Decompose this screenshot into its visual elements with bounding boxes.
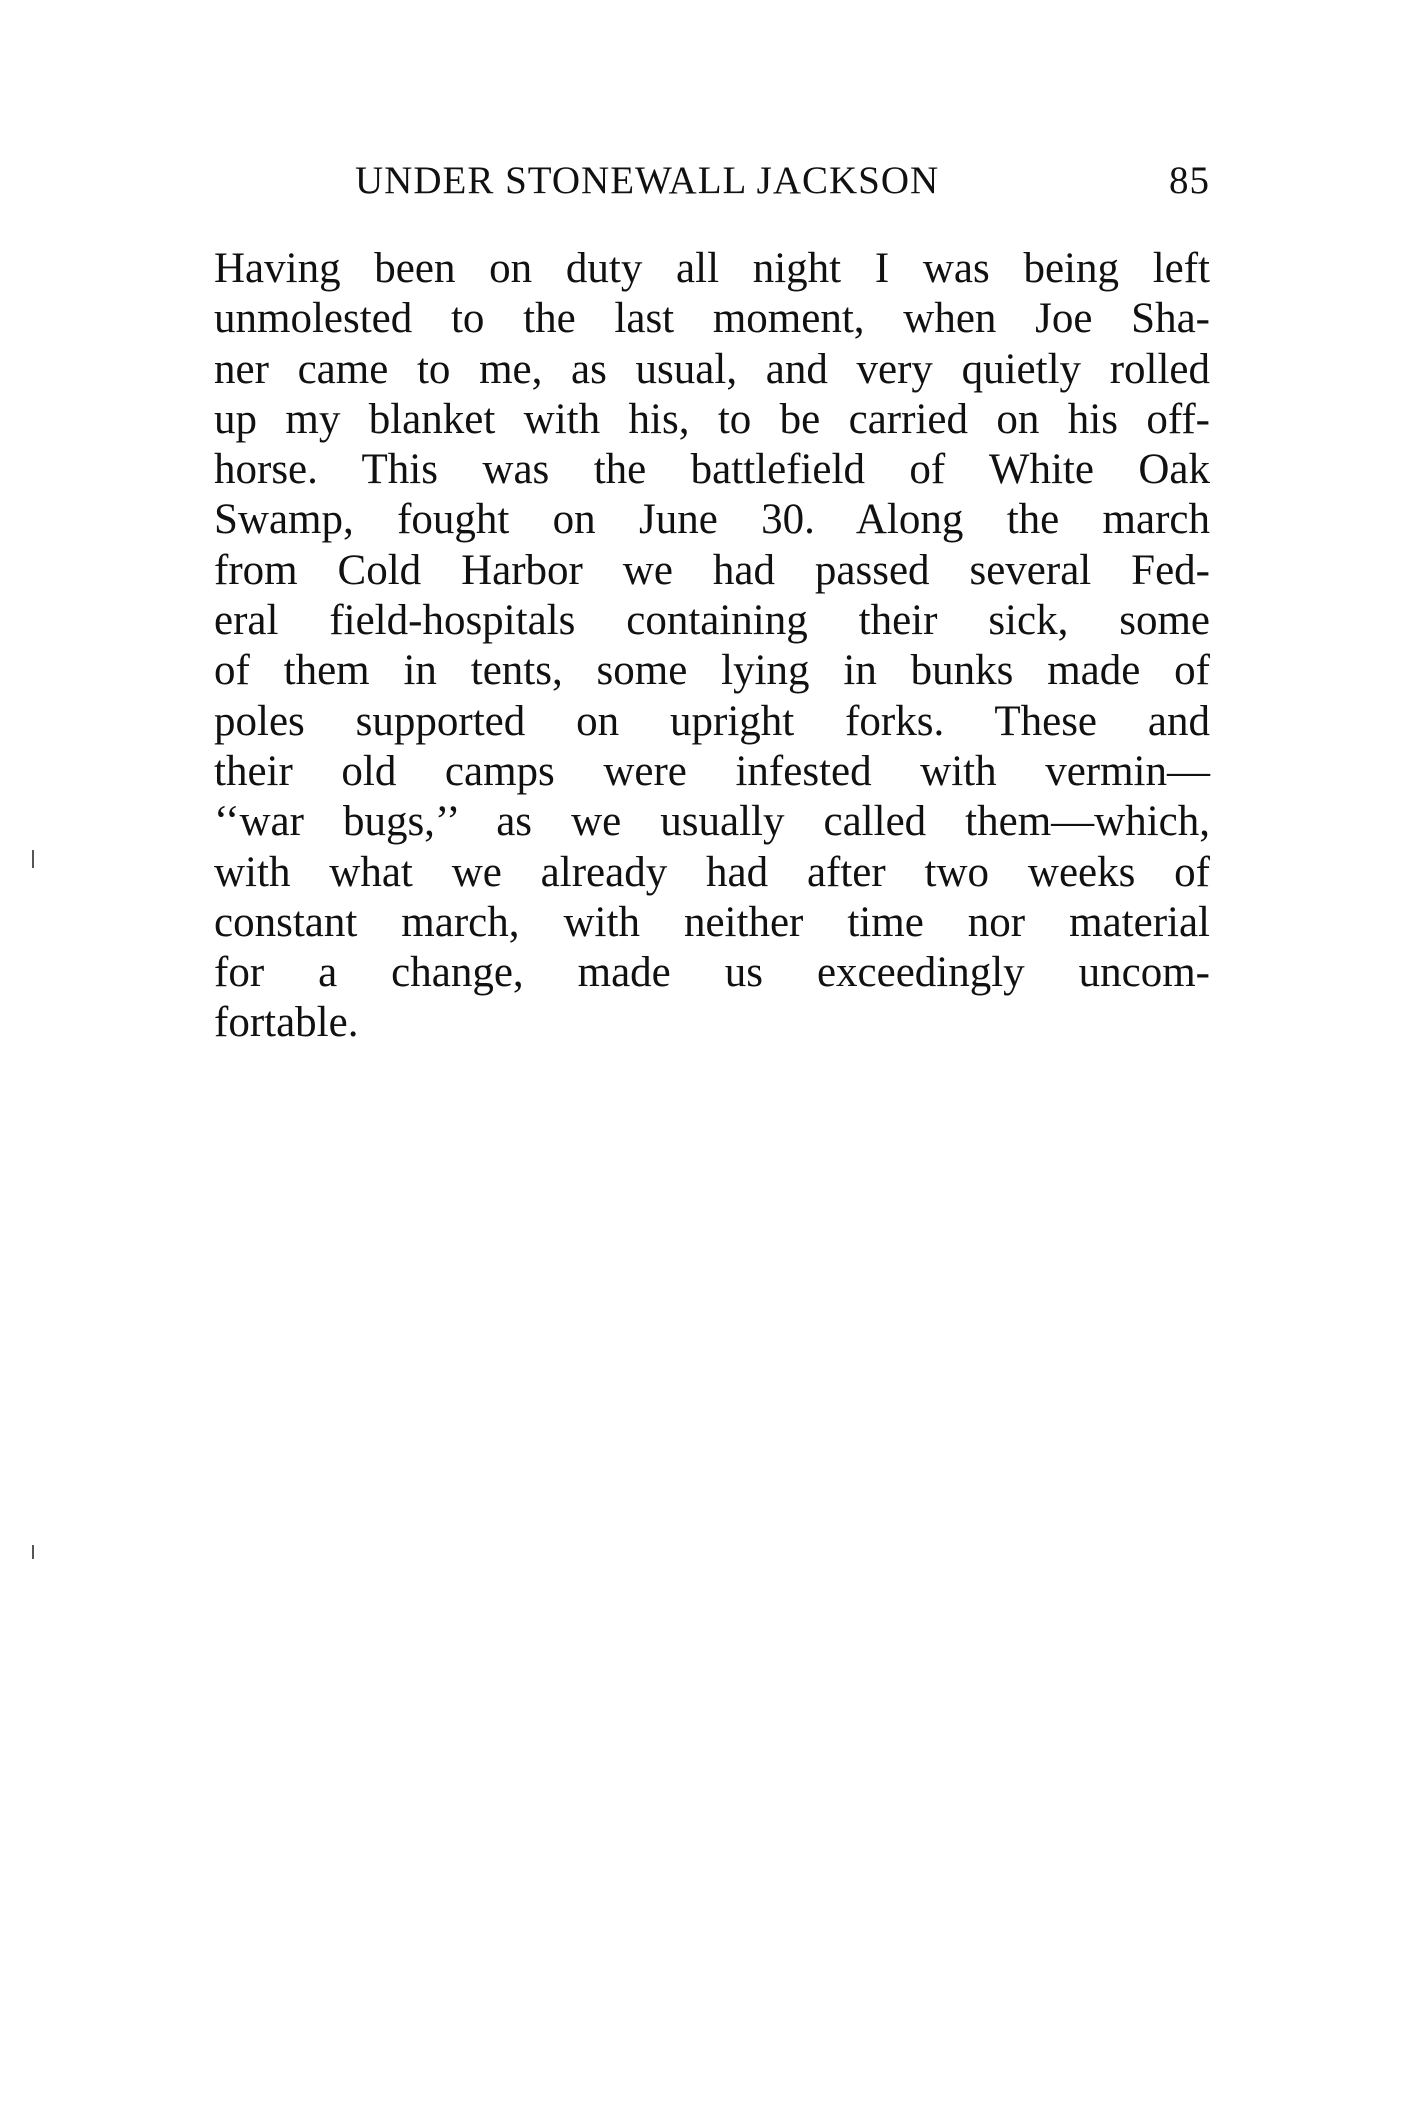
text-line: Swamp, fought on June 30. Along the march <box>214 496 1210 544</box>
text-line: poles supported on upright forks. These and <box>214 697 1210 745</box>
page-number: 85 <box>1169 159 1210 202</box>
text-line: up my blanket with his, to be carried on his off- <box>214 395 1210 443</box>
text-line: from Cold Harbor we had passed several Fed- <box>214 546 1210 594</box>
text-line: constant march, with neither time nor material <box>214 898 1210 946</box>
text-line: eral field-hospitals containing their sick, some <box>214 597 1210 645</box>
text-line: with what we already had after two weeks of <box>214 848 1210 896</box>
text-line: Having been on duty all night I was being left <box>214 245 1210 292</box>
text-line: ner came to me, as usual, and very quietly rolled <box>214 345 1210 393</box>
running-header <box>355 158 1210 208</box>
body-paragraph <box>214 244 1210 1049</box>
scan-mark <box>32 1545 34 1559</box>
scan-mark <box>32 850 34 868</box>
text-line: fortable. <box>214 999 359 1047</box>
text-line: unmolested to the last moment, when Joe Sha- <box>214 295 1210 343</box>
text-line: of them in tents, some lying in bunks made of <box>214 647 1210 695</box>
running-title: UNDER STONEWALL JACKSON <box>355 159 940 202</box>
text-line: horse. This was the battlefield of White Oak <box>214 446 1210 494</box>
text-line: ‘‘war bugs,’’ as we usually called them—which, <box>214 798 1210 846</box>
text-line: for a change, made us exceedingly uncom- <box>214 949 1210 997</box>
text-line: their old camps were infested with vermin— <box>214 747 1210 795</box>
